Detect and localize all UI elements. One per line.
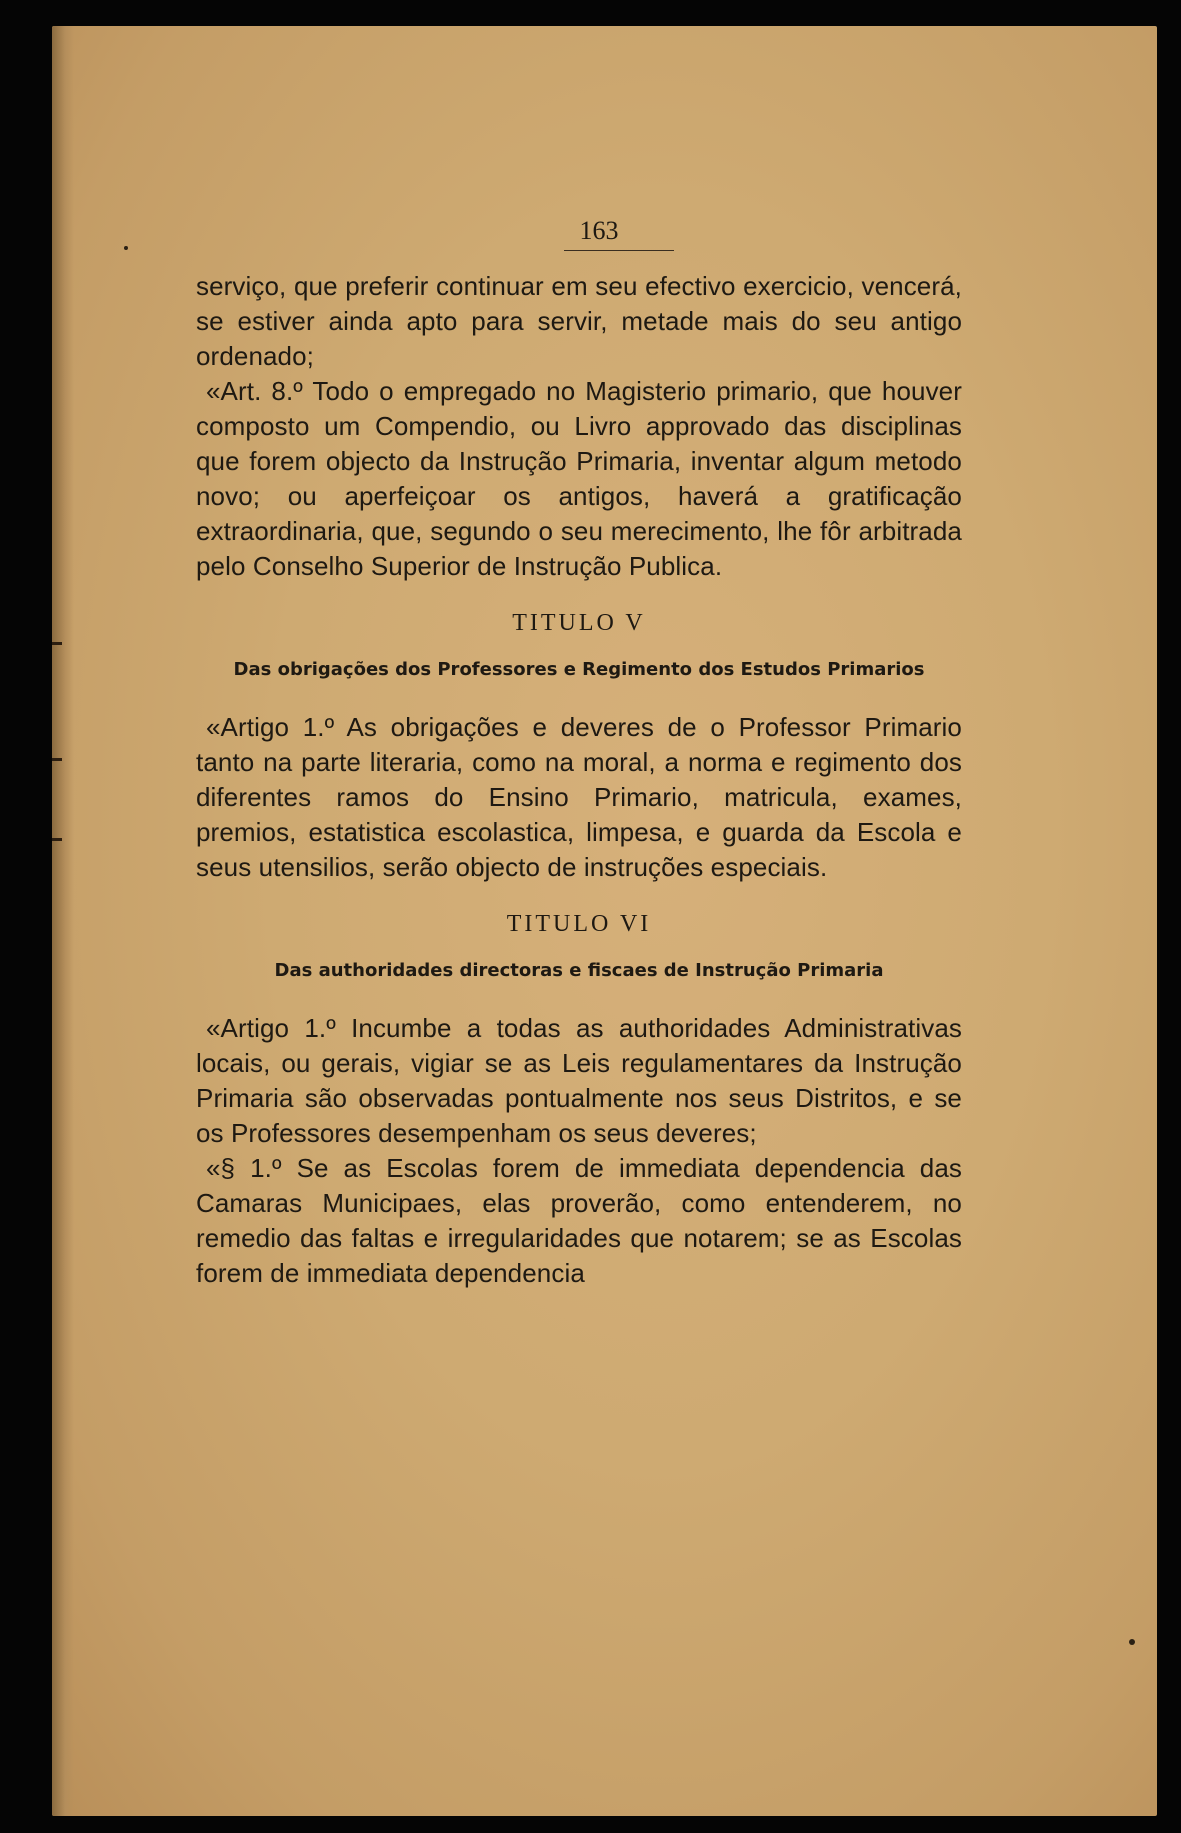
paragraph: «Artigo 1.º As obrigações e deveres de o Professor Primario tanto na parte literaria, como na moral, a norma e regimento dos diferentes ramos do Ensino Primario, matricula, exames, premios, estatistica escolastica, limpesa, e guarda da Escola e seus utensilios, serão objecto de instruções especiais. (196, 712, 962, 882)
page-number: 163 (579, 216, 619, 245)
section-heading: TITULO VI (506, 911, 652, 937)
binding-mark (52, 838, 62, 841)
section-heading: TITULO V (512, 610, 646, 636)
section-subheading: Das authoridades directoras e fiscaes de Instrução Primaria (274, 960, 884, 981)
paragraph: serviço, que preferir continuar em seu efectivo exercicio, vencerá, se estiver ainda apto para servir, metade mais do seu antigo ordenado; (196, 271, 962, 371)
ink-speck (124, 246, 128, 250)
paragraph: «Art. 8.º Todo o empregado no Magisterio primario, que houver composto um Compendio, ou Livro approvado das disciplinas que forem objecto da Instrução Primaria, inventar algum metodo novo; ou aperfeiçoar os antigos, haverá a gratificação extraordinaria, que, segundo o seu merecimento, lhe fôr arbitrada pelo Conselho Superior de Instrução Publica. (196, 376, 962, 581)
page-content (196, 216, 962, 1291)
paper-sheet (52, 26, 1157, 1816)
section-subheading: Das obrigações dos Professores e Regimento dos Estudos Primarios (233, 659, 925, 680)
binding-mark (52, 642, 62, 645)
page-number-rule (564, 250, 674, 251)
paragraph: «Artigo 1.º Incumbe a todas as authoridades Administrativas locais, ou gerais, vigiar se as Leis regulamentares da Instrução Primaria são observadas pontualmente nos seus Distritos, e se os Professores desempenham os seus deveres; (196, 1013, 962, 1148)
ink-speck (1129, 1639, 1135, 1645)
binding-mark (52, 758, 62, 761)
page-binding-edge (52, 26, 74, 1816)
paragraph: «§ 1.º Se as Escolas forem de immediata dependencia das Camaras Municipaes, elas proverão, como entenderem, no remedio das faltas e irregularidades que notarem; se as Escolas forem de immediata dependencia (196, 1153, 962, 1288)
